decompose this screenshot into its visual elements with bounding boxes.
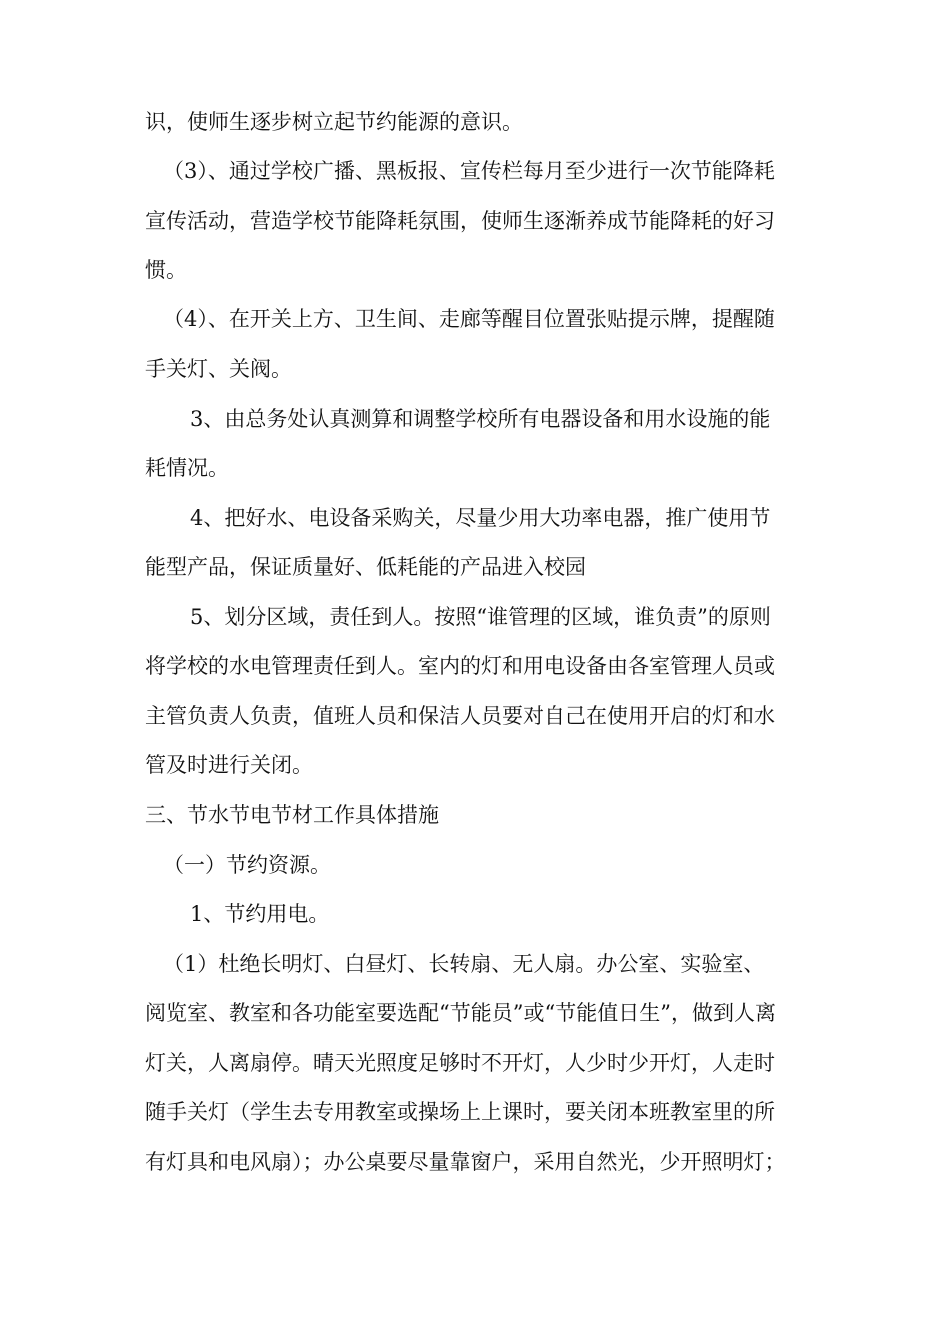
text-line: 能型产品，保证质量好、低耗能的产品进入校园 [145,555,586,579]
text-line: 随手关灯（学生去专用教室或操场上上课时，要关闭本班教室里的所 [145,1100,775,1124]
text-line: 耗情况。 [145,456,229,480]
text-line: 4、把好水、电设备采购关，尽量少用大功率电器，推广使用节 [190,506,771,530]
text-line: 主管负责人负责，值班人员和保洁人员要对自己在使用开启的灯和水 [145,704,775,728]
text-line: （3）、通过学校广播、黑板报、宣传栏每月至少进行一次节能降耗 [163,159,775,183]
item-heading: 1、节约用电。 [190,902,330,926]
text-line: （4）、在开关上方、卫生间、走廊等醒目位置张贴提示牌，提醒随 [163,307,775,331]
text-line: 有灯具和电风扇）；办公桌要尽量靠窗户，采用自然光，少开照明灯； [145,1150,786,1174]
text-line: 3、由总务处认真测算和调整学校所有电器设备和用水设施的能 [190,407,771,431]
text-line: 手关灯、关阀。 [145,357,292,381]
section-heading: 三、节水节电节材工作具体措施 [145,803,439,827]
subsection-heading: （一）节约资源。 [163,853,331,877]
text-line: 识，使师生逐步树立起节约能源的意识。 [145,110,523,134]
text-line: 5、划分区域，责任到人。按照“谁管理的区域，谁负责”的原则 [190,605,771,629]
text-line: 宣传活动，营造学校节能降耗氛围，使师生逐渐养成节能降耗的好习 [145,209,775,233]
text-line: 阅览室、教室和各功能室要选配“节能员”或“节能值日生”，做到人离 [145,1001,776,1025]
text-line: 惯。 [145,258,187,282]
text-line: 将学校的水电管理责任到人。室内的灯和用电设备由各室管理人员或 [145,654,775,678]
text-line: 管及时进行关闭。 [145,753,313,777]
text-line: 灯关，人离扇停。晴天光照度足够时不开灯，人少时少开灯，人走时 [145,1051,775,1075]
text-line: （1）杜绝长明灯、白昼灯、长转扇、无人扇。办公室、实验室、 [163,952,765,976]
